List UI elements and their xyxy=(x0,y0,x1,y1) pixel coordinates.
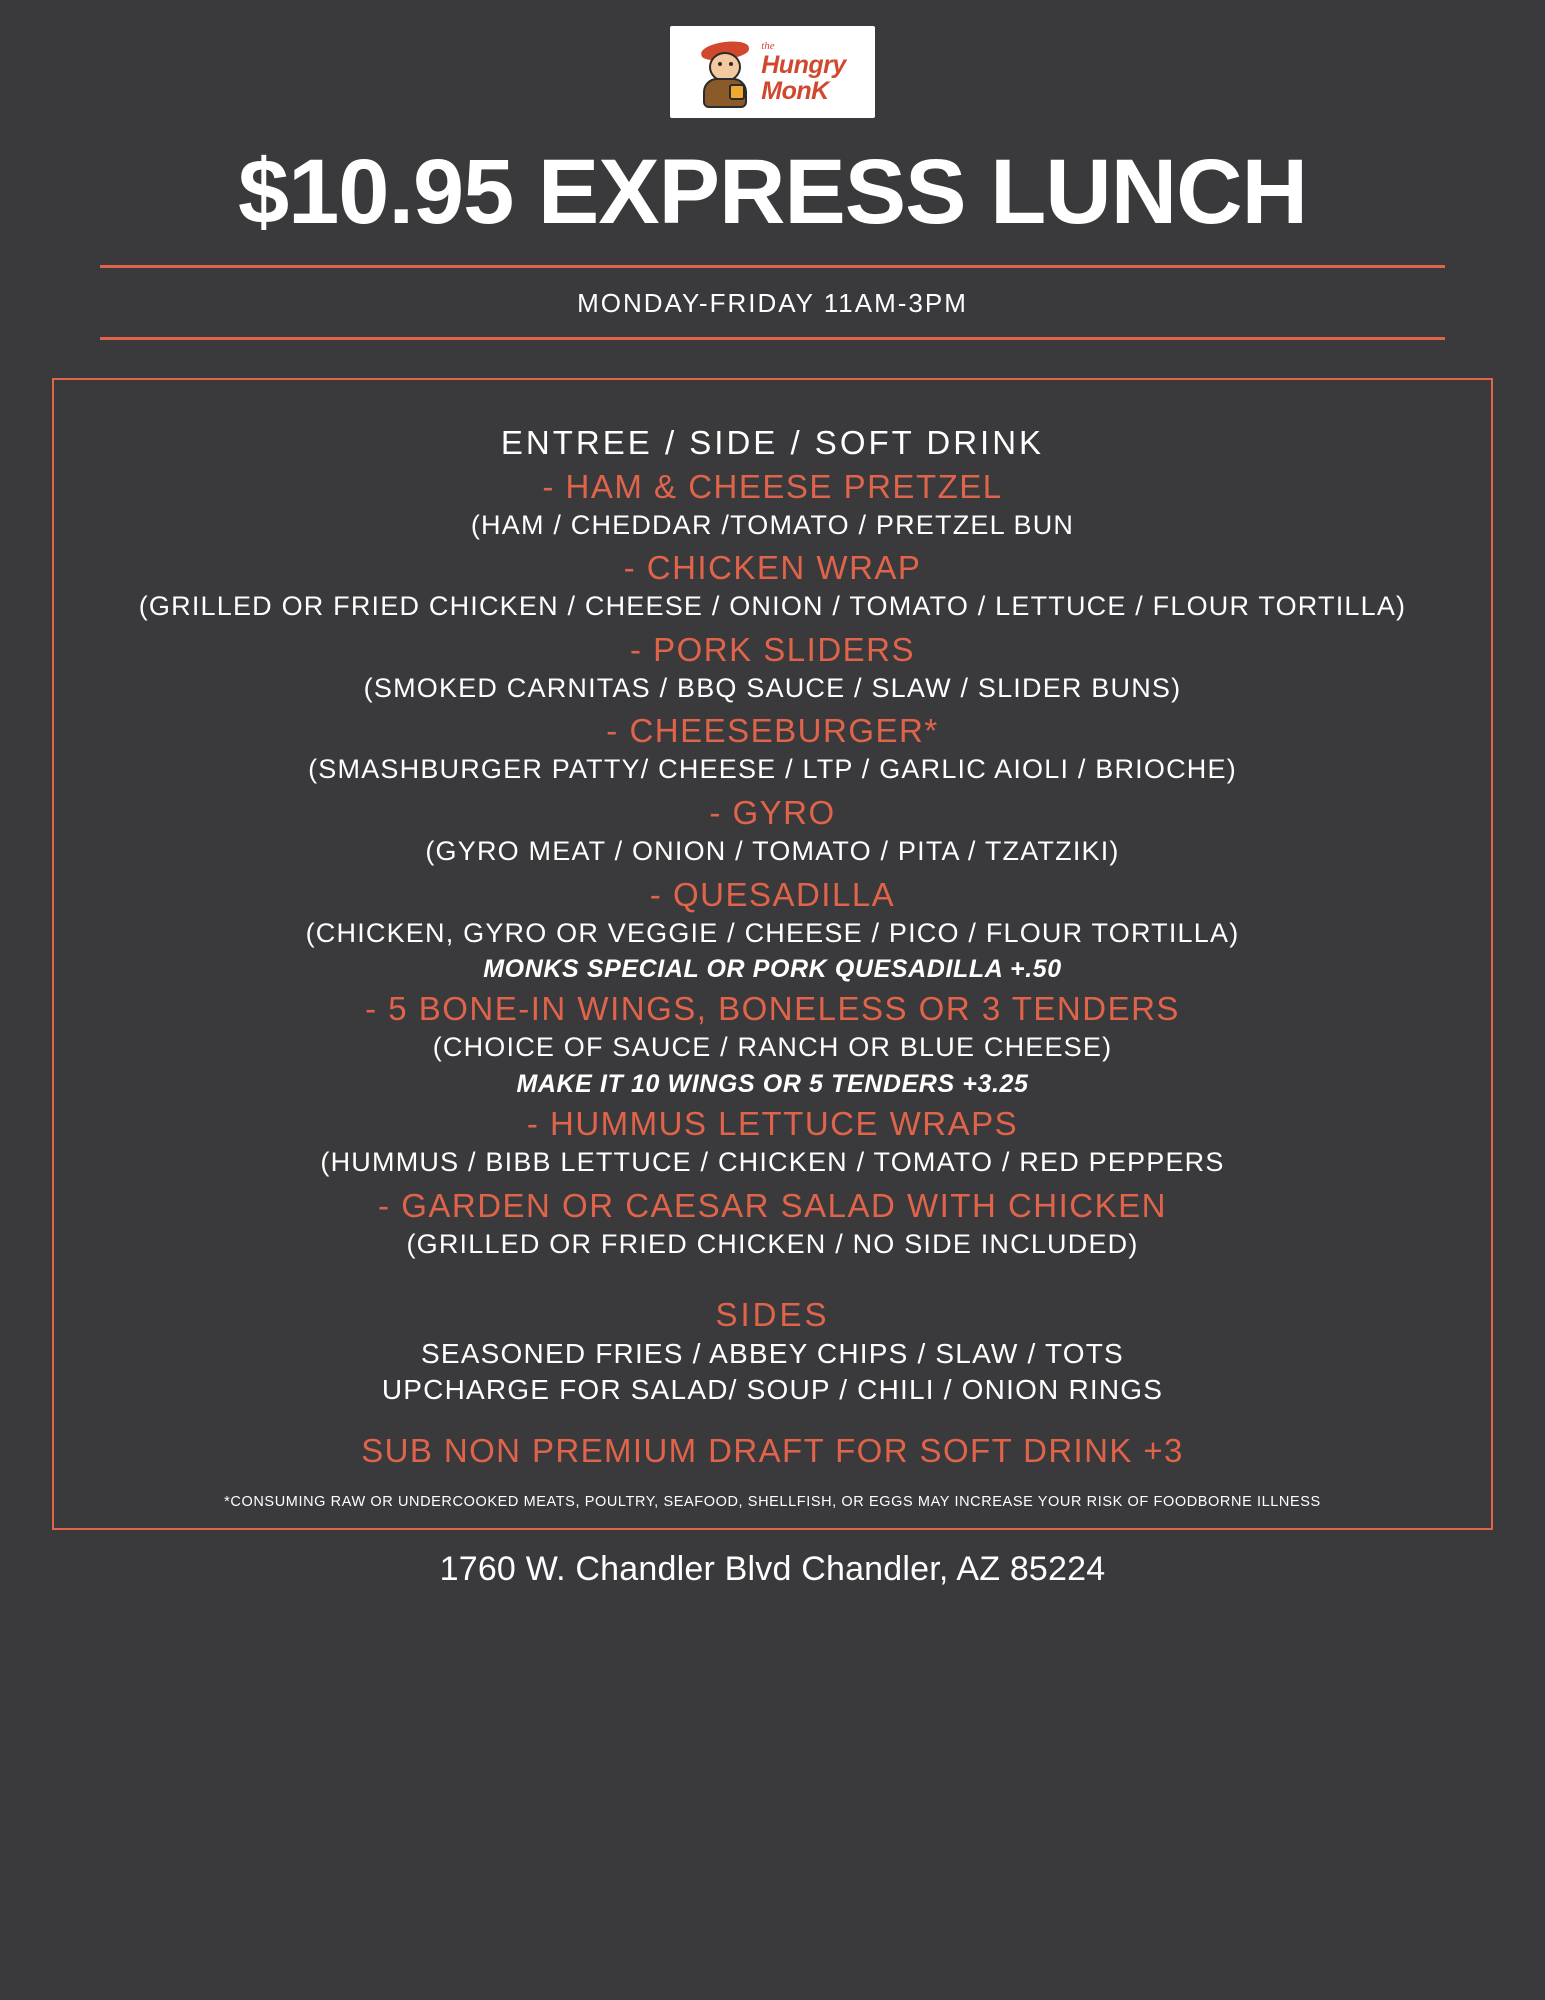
menu-item-name: - HAM & CHEESE PRETZEL xyxy=(542,467,1003,505)
menu-item-note: MONKS SPECIAL OR PORK QUESADILLA +.50 xyxy=(483,955,1062,984)
logo-monk-text: MonK xyxy=(761,76,829,105)
section-heading-entree: ENTREE / SIDE / SOFT DRINK xyxy=(500,423,1045,461)
menu-item-desc: (HUMMUS / BIBB LETTUCE / CHICKEN / TOMATO / RED PEPPERS xyxy=(320,1146,1225,1177)
divider-bottom xyxy=(100,337,1445,340)
the-hungry-monk-logo xyxy=(670,26,875,118)
page-title: $10.95 EXPRESS LUNCH xyxy=(237,141,1308,243)
menu-item-name: - 5 BONE-IN WINGS, BONELESS OR 3 TENDERS xyxy=(365,990,1180,1028)
menu-item-name: - PORK SLIDERS xyxy=(629,630,916,668)
drink-substitution-line: SUB NON PREMIUM DRAFT FOR SOFT DRINK +3 xyxy=(361,1432,1184,1470)
menu-item-name: - GYRO xyxy=(709,794,836,832)
menu-item-name: - GARDEN OR CAESAR SALAD WITH CHICKEN xyxy=(378,1186,1167,1224)
logo-the-text: the xyxy=(761,39,775,52)
menu-item-desc: (SMOKED CARNITAS / BBQ SAUCE / SLAW / SLIDER BUNS) xyxy=(363,672,1182,703)
logo-container xyxy=(52,0,1493,118)
menu-item-note: MAKE IT 10 WINGS OR 5 TENDERS +3.25 xyxy=(516,1069,1029,1098)
menu-item-desc: (SMASHBURGER PATTY/ CHEESE / LTP / GARLIC AIOLI / BRIOCHE) xyxy=(308,754,1237,785)
sides-line-1: SEASONED FRIES / ABBEY CHIPS / SLAW / TOTS xyxy=(421,1338,1124,1370)
section-heading-sides: SIDES xyxy=(715,1296,830,1334)
menu-item-name: - CHEESEBURGER* xyxy=(606,712,939,750)
monk-mascot-icon xyxy=(699,36,755,108)
menu-item-desc: (HAM / CHEDDAR /TOMATO / PRETZEL BUN xyxy=(470,509,1075,540)
menu-item-desc: (GRILLED OR FRIED CHICKEN / NO SIDE INCLUDED) xyxy=(406,1228,1139,1259)
menu-item-desc: (CHOICE OF SAUCE / RANCH OR BLUE CHEESE) xyxy=(432,1032,1113,1063)
restaurant-address: 1760 W. Chandler Blvd Chandler, AZ 85224 xyxy=(439,1550,1106,1589)
menu-item-name: - QUESADILLA xyxy=(649,875,896,913)
menu-item-desc: (GRILLED OR FRIED CHICKEN / CHEESE / ONION / TOMATO / LETTUCE / FLOUR TORTILLA) xyxy=(138,591,1407,622)
menu-item-desc: (CHICKEN, GYRO OR VEGGIE / CHEESE / PICO / FLOUR TORTILLA) xyxy=(305,917,1240,948)
menu-item-desc: (GYRO MEAT / ONION / TOMATO / PITA / TZATZIKI) xyxy=(425,836,1120,867)
menu-item-name: - CHICKEN WRAP xyxy=(623,549,922,587)
menu-panel xyxy=(52,378,1493,1531)
sides-line-2: UPCHARGE FOR SALAD/ SOUP / CHILI / ONION RINGS xyxy=(381,1374,1164,1406)
logo-wordmark xyxy=(761,41,846,104)
menu-item-name: - HUMMUS LETTUCE WRAPS xyxy=(526,1104,1019,1142)
logo-hungry-text: Hungry xyxy=(761,50,846,79)
health-disclaimer: *CONSUMING RAW OR UNDERCOOKED MEATS, POULTRY, SEAFOOD, SHELLFISH, OR EGGS MAY INCREASE YOUR RISK OF FOODBORNE ILLNESS xyxy=(224,1494,1321,1511)
hours-text: MONDAY-FRIDAY 11AM-3PM xyxy=(577,287,968,318)
